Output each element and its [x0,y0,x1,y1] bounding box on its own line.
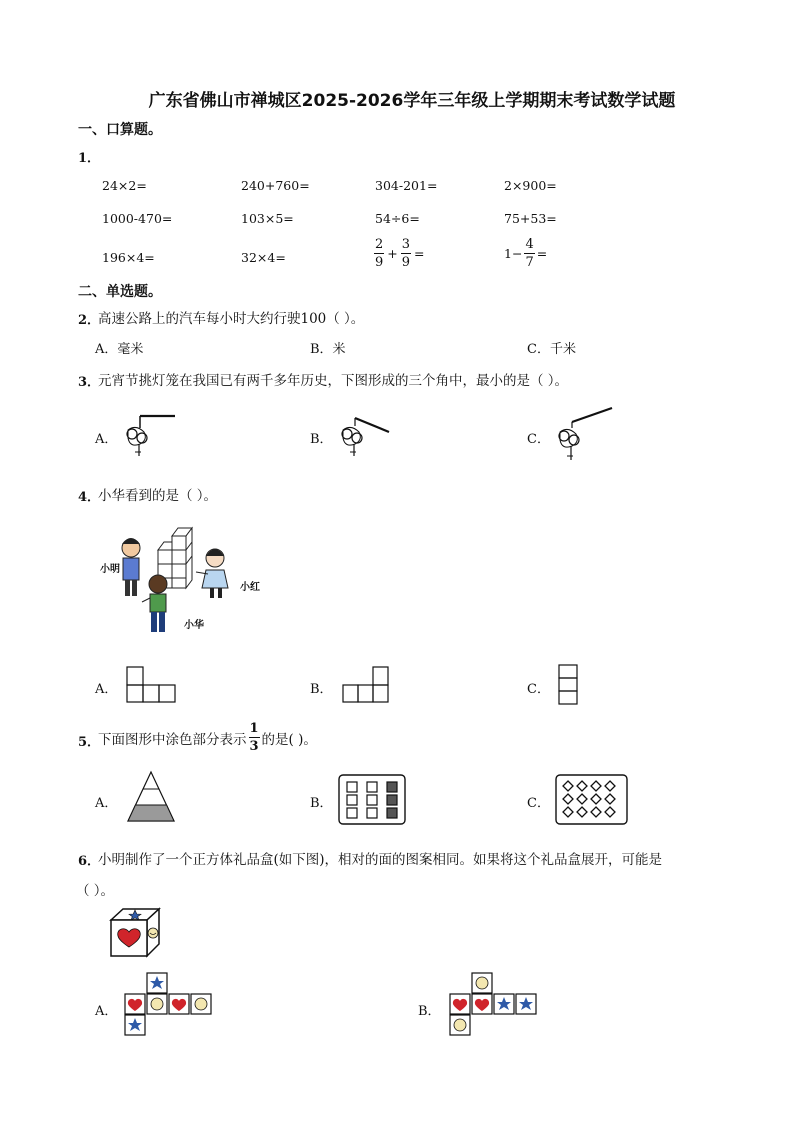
section-heading-single-choice: 二、单选题。 [78,284,162,300]
lantern-pole-angle-figure-a [118,408,182,464]
fraction-addition [374,238,425,269]
minuend: 1− [504,246,523,261]
question-5-number: 5． [78,735,101,750]
option-a[interactable]: A．毫米 [95,342,144,357]
calc-item: 1000-470= [102,211,173,226]
option-b[interactable]: B． [310,432,333,447]
question-4-text: 小华看到的是（ ）。 [98,488,218,504]
question-6-text-line1: 小明制作了一个正方体礼品盒(如下图)，相对的面的图案相同。如果将这个礼品盒展开，可能是 [98,852,663,868]
option-b[interactable]: B． [418,1004,441,1019]
question-3-text: 元宵节挑灯笼在我国已有两千多年历史，下图形成的三个角中，最小的是（ ）。 [98,373,569,389]
calc-item: 103×5= [241,211,294,226]
fraction: $\frac{3}{9}$ [401,237,411,270]
question-2-number: 2． [78,313,101,328]
calc-item: 24×2= [102,178,147,193]
option-c[interactable]: C． [527,682,550,697]
children-viewing-cubes-illustration [98,522,273,644]
child-label-xiaohong: 小红 [240,582,260,593]
option-c[interactable]: C．千米 [527,342,576,357]
calc-item: 32×4= [241,250,286,265]
calc-item: 75+53= [504,211,557,226]
calc-item: 240+760= [241,178,310,193]
section-heading-oral: 一、口算题。 [78,122,162,138]
child-label-xiaoming: 小明 [100,564,120,575]
question-5-text-before: 下面图形中涂色部分表示 [98,731,247,748]
equals-sign: = [414,246,425,261]
calc-item: 2×900= [504,178,557,193]
question-2-text: 高速公路上的汽车每小时大约行驶100（ ）。 [98,311,365,327]
cube-view-option-b [342,666,392,704]
cube-view-option-c [558,664,580,706]
shaded-triangle-figure [124,770,178,824]
question-1-number: 1． [78,151,101,166]
option-c[interactable]: C． [527,432,550,447]
option-c[interactable]: C． [527,796,550,811]
child-label-xiaohua: 小华 [184,620,204,631]
fraction-subtraction [504,238,547,269]
option-b[interactable]: B．米 [310,342,346,357]
option-a[interactable]: A． [95,1004,118,1019]
option-a[interactable]: A． [95,796,118,811]
fraction-one-third: $\frac{1}{3}$ [249,721,259,754]
gift-box-cube-figure [108,906,162,960]
question-6-number: 6． [78,854,101,869]
calc-item: 196×4= [102,250,155,265]
cube-net-option-b [449,972,539,1038]
calc-item: 54÷6= [375,211,420,226]
question-3-number: 3． [78,375,101,390]
cube-net-option-a [124,972,214,1038]
shaded-squares-figure [338,774,408,826]
lantern-pole-angle-figure-b [333,408,393,464]
option-b[interactable]: B． [310,796,333,811]
question-5-text [98,722,317,753]
option-a[interactable]: A． [95,682,118,697]
question-5-text-after: 的是( )。 [261,731,317,748]
diamond-grid-figure [555,774,629,826]
option-b[interactable]: B． [310,682,333,697]
question-4-number: 4． [78,490,101,505]
fraction: $\frac{2}{9}$ [375,237,384,270]
cube-view-option-a [126,666,178,704]
page-title: 广东省佛山市禅城区2025-2026学年三年级上学期期末考试数学试题 [148,91,676,111]
equals-sign: = [536,246,548,261]
plus-sign: + [387,246,398,261]
lantern-pole-angle-figure-c [550,404,616,466]
fraction: $\frac{4}{7}$ [525,237,534,270]
calc-item: 304-201= [375,178,438,193]
option-a[interactable]: A． [95,432,118,447]
question-6-text-line2: （ ）。 [76,883,115,899]
